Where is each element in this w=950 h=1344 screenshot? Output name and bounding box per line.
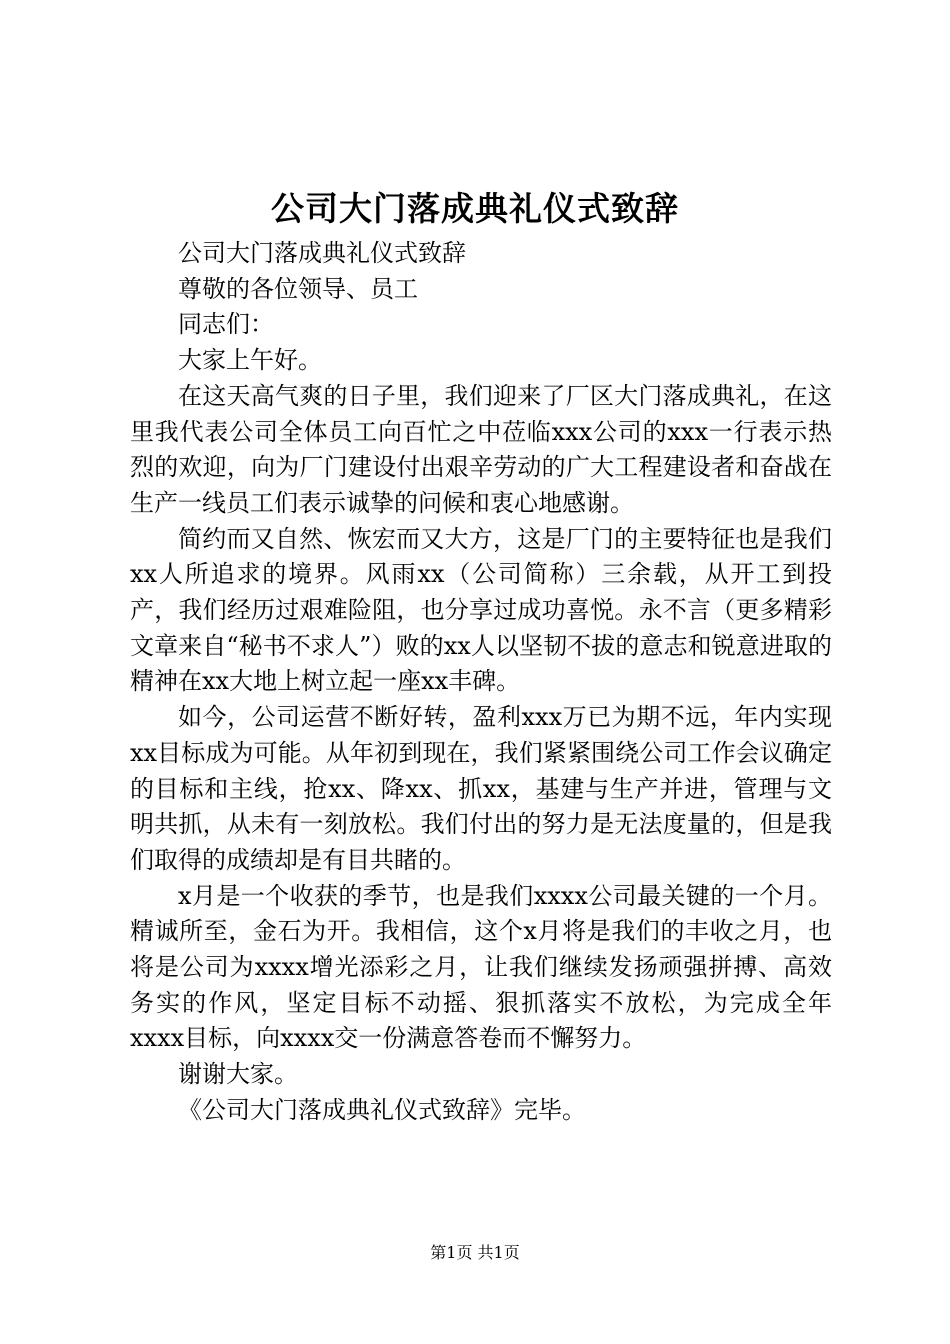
paragraph-progress: 如今，公司运营不断好转，盈利xxx万已为期不远，年内实现xx目标成为可能。从年初到现在，我们紧紧围绕公司工作会议确定的目标和主线，抢xx、降xx、抓xx，基建与生产并进，管理与文明共抓，从未有一刻放松。我们付出的努力是无法度量的，但是我们取得的成绩却是有目共睹的。 [130,703,832,874]
page-footer: 第1页 共1页 [430,1243,520,1262]
document-body [130,236,832,1129]
paragraph-welcome: 在这天高气爽的日子里，我们迎来了厂区大门落成典礼，在这里我代表公司全体员工向百忙之中莅临xxx公司的xxx一行表示热烈的欢迎，向为厂门建设付出艰辛劳动的广大工程建设者和奋战在生产一线员工们表示诚挚的问候和衷心地感谢。 [130,381,832,517]
paragraph-heading: 公司大门落成典礼仪式致辞 [178,239,466,267]
paragraph-salutation: 尊敬的各位领导、员工 [178,274,418,303]
paragraph-closing: 《公司大门落成典礼仪式致辞》完毕。 [178,1095,586,1124]
paragraph-comrades: 同志们： [178,310,274,339]
paragraph-greeting: 大家上午好。 [178,346,322,375]
document-title: 公司大门落成典礼仪式致辞 [271,189,679,228]
paragraph-thanks: 谢谢大家。 [178,1060,298,1089]
paragraph-harvest-month: x月是一个收获的季节，也是我们xxxx公司最关键的一个月。精诚所至，金石为开。我相信，这个x月将是我们的丰收之月，也将是公司为xxxx增光添彩之月，让我们继续发扬顽强拼搏、高效务实的作风，坚定目标不动摇、狠抓落实不放松，为完成全年xxxx目标，向xxxx交一份满意答卷而不懈努力。 [130,881,832,1053]
paragraph-gate-features: 简约而又自然、恢宏而又大方，这是厂门的主要特征也是我们xx人所追求的境界。风雨xx（公司简称）三余载，从开工到投产，我们经历过艰难险阻，也分享过成功喜悦。永不言（更多精彩文章来自“秘书不求人”）败的xx人以坚韧不拔的意志和锐意进取的精神在xx大地上树立起一座xx丰碑。 [130,524,832,696]
